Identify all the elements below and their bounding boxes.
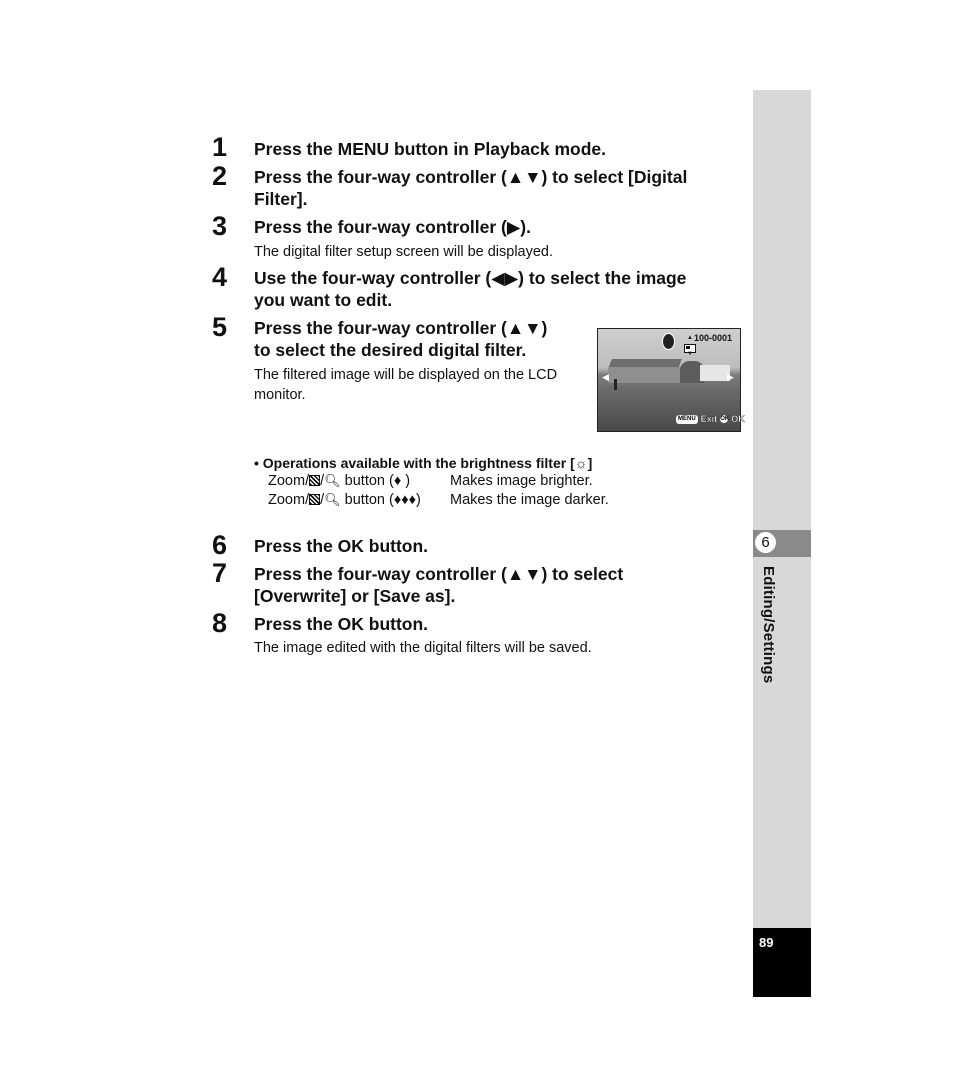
step-number: 7 — [212, 558, 228, 588]
step-text-line: [Overwrite] or [Save as]. — [254, 586, 456, 606]
step-note: The image edited with the digital filters will be saved. — [254, 640, 592, 656]
step-note-line: monitor. — [254, 387, 306, 403]
operation-effect: Makes image brighter. — [450, 473, 593, 489]
zoom-label: Zoom/ — [268, 473, 310, 489]
chapter-title: Editing/Settings — [760, 566, 777, 684]
zoom-label: Zoom/ — [268, 492, 310, 508]
step-text-line: Press the four-way controller (▲▼) to select [Digital — [254, 167, 688, 187]
brightness-heading: • Operations available with the brightness filter [☼] — [254, 455, 593, 471]
step-text — [254, 267, 686, 311]
person — [614, 379, 617, 390]
step-number: 8 — [212, 608, 228, 638]
chapter-number: 6 — [755, 532, 776, 553]
file-number: 100-0001 — [694, 333, 733, 343]
paren-close: ) — [416, 492, 421, 508]
down-arrow-icon: ▼ — [687, 351, 693, 357]
magnifier-icon: 🔍︎ — [324, 492, 341, 507]
step-text-line: you want to edit. — [254, 290, 393, 310]
ok-button-icon: OK — [720, 416, 730, 422]
up-arrow-icon: ▲ — [687, 335, 693, 341]
step-text — [254, 563, 623, 607]
operation-key: Zoom/ /🔍︎ button (♦♦♦) — [268, 492, 421, 508]
chapter-tab-column — [753, 90, 811, 928]
step-text: Press the OK button. — [254, 614, 429, 634]
step-number: 4 — [212, 262, 228, 292]
step-text-line: Filter]. — [254, 189, 308, 209]
step-note — [254, 365, 557, 405]
step-number: 1 — [212, 132, 228, 162]
magnifier-icon: 🔍︎ — [324, 473, 341, 488]
step-text: Press the four-way controller (▶). — [254, 217, 531, 237]
brightness-level-icon: ♦♦♦ — [393, 492, 417, 508]
house — [700, 365, 730, 381]
step-text — [254, 166, 687, 210]
exit-label: Exit — [700, 414, 718, 424]
button-label: button ( — [340, 473, 394, 489]
menu-button-icon: MENU — [678, 415, 696, 422]
step-text-line: to select the desired digital filter. — [254, 340, 527, 360]
operation-key: Zoom/ /🔍︎ button (♦ ) — [268, 473, 411, 489]
step-text — [254, 317, 547, 361]
right-arrow-icon: ▶ — [727, 372, 734, 382]
step-note-line: The filtered image will be displayed on the LCD — [254, 367, 558, 383]
ok-label: OK — [731, 414, 745, 424]
lcd-bottom-bar — [676, 414, 745, 424]
paren-close: ) — [405, 473, 411, 489]
operation-row — [268, 491, 609, 509]
button-label: button ( — [340, 492, 394, 508]
step-text-line: Use the four-way controller (◀▶) to select the image — [254, 268, 687, 288]
step-note: The digital filter setup screen will be displayed. — [254, 244, 554, 260]
thumbnail-icon — [309, 494, 320, 505]
step-number: 2 — [212, 161, 228, 191]
step-text: Press the OK button. — [254, 536, 429, 556]
thumbnail-icon — [309, 475, 320, 486]
building — [608, 367, 686, 383]
digital-filter-icon — [662, 333, 675, 350]
brightness-level-icon: ♦ — [393, 473, 402, 489]
page-number: 89 — [759, 935, 774, 950]
step-number: 5 — [212, 312, 228, 342]
step-number: 3 — [212, 211, 228, 241]
step-text-line: Press the four-way controller (▲▼) to select — [254, 564, 624, 584]
operation-row — [268, 472, 593, 490]
step-number: 6 — [212, 530, 228, 560]
left-arrow-icon: ◀ — [602, 372, 609, 382]
step-text: Press the MENU button in Playback mode. — [254, 139, 607, 159]
lcd-preview-image — [597, 328, 745, 432]
operation-effect: Makes the image darker. — [450, 492, 609, 508]
step-text-line: Press the four-way controller (▲▼) — [254, 318, 548, 338]
